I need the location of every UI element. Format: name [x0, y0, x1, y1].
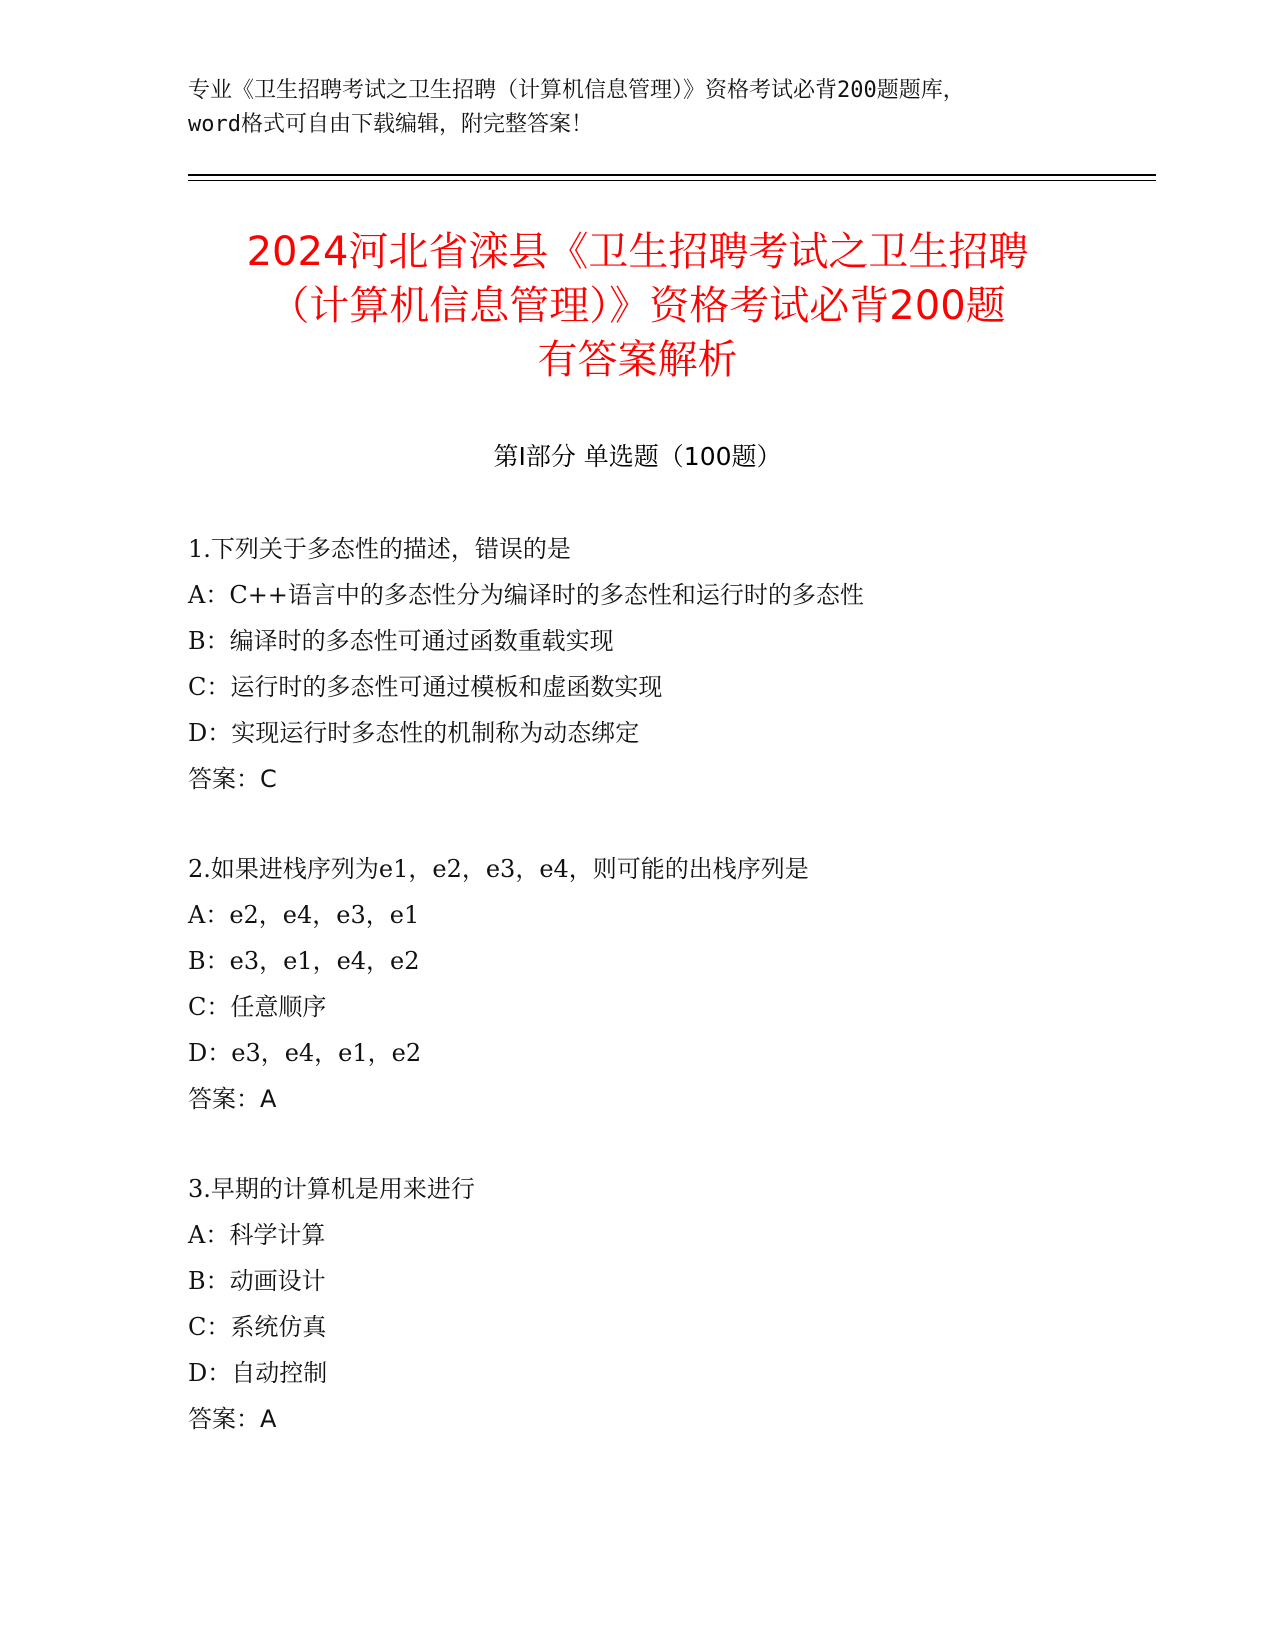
option-d: D：实现运行时多态性的机制称为动态绑定: [188, 719, 640, 747]
option-d: D：e3，e4，e1，e2: [188, 1039, 422, 1067]
option-c: C：系统仿真: [188, 1313, 327, 1341]
header-divider-thick: [188, 174, 1156, 176]
header-note: [188, 74, 1088, 142]
question-1: [188, 526, 1188, 802]
option-c: C：运行时的多态性可通过模板和虚函数实现: [188, 673, 663, 701]
question-3: [188, 1166, 1188, 1442]
title-line-3: 有答案解析: [537, 337, 738, 383]
document-title: [150, 225, 1125, 387]
question-stem: 1.下列关于多态性的描述，错误的是: [188, 535, 571, 563]
option-d: D：自动控制: [188, 1359, 328, 1387]
header-note-line-2: word格式可自由下载编辑，附完整答案！: [188, 112, 593, 137]
option-b: B：动画设计: [188, 1267, 326, 1295]
answer-line: 答案：C: [188, 765, 277, 793]
title-line-1: 2024河北省滦县《卫生招聘考试之卫生招聘: [246, 229, 1029, 275]
option-a: A：e2，e4，e3，e1: [188, 901, 420, 929]
option-b: B：e3，e1，e4，e2: [188, 947, 420, 975]
question-stem: 3.早期的计算机是用来进行: [188, 1175, 475, 1203]
question-stem: 2.如果进栈序列为e1，e2，e3，e4，则可能的出栈序列是: [188, 855, 809, 883]
answer-line: 答案：A: [188, 1405, 277, 1433]
header-divider-thin: [188, 180, 1156, 181]
option-a: A：C++语言中的多态性分为编译时的多态性和运行时的多态性: [188, 581, 864, 609]
title-line-2: （计算机信息管理）》资格考试必背200题: [269, 283, 1006, 329]
question-2: [188, 846, 1188, 1122]
section-heading: 第Ⅰ部分 单选题（100题）: [493, 442, 782, 471]
answer-line: 答案：A: [188, 1085, 277, 1113]
option-a: A：科学计算: [188, 1221, 326, 1249]
header-note-line-1: 专业《卫生招聘考试之卫生招聘（计算机信息管理）》资格考试必背200题题库，: [188, 78, 965, 103]
option-b: B：编译时的多态性可通过函数重载实现: [188, 627, 614, 655]
option-c: C：任意顺序: [188, 993, 327, 1021]
